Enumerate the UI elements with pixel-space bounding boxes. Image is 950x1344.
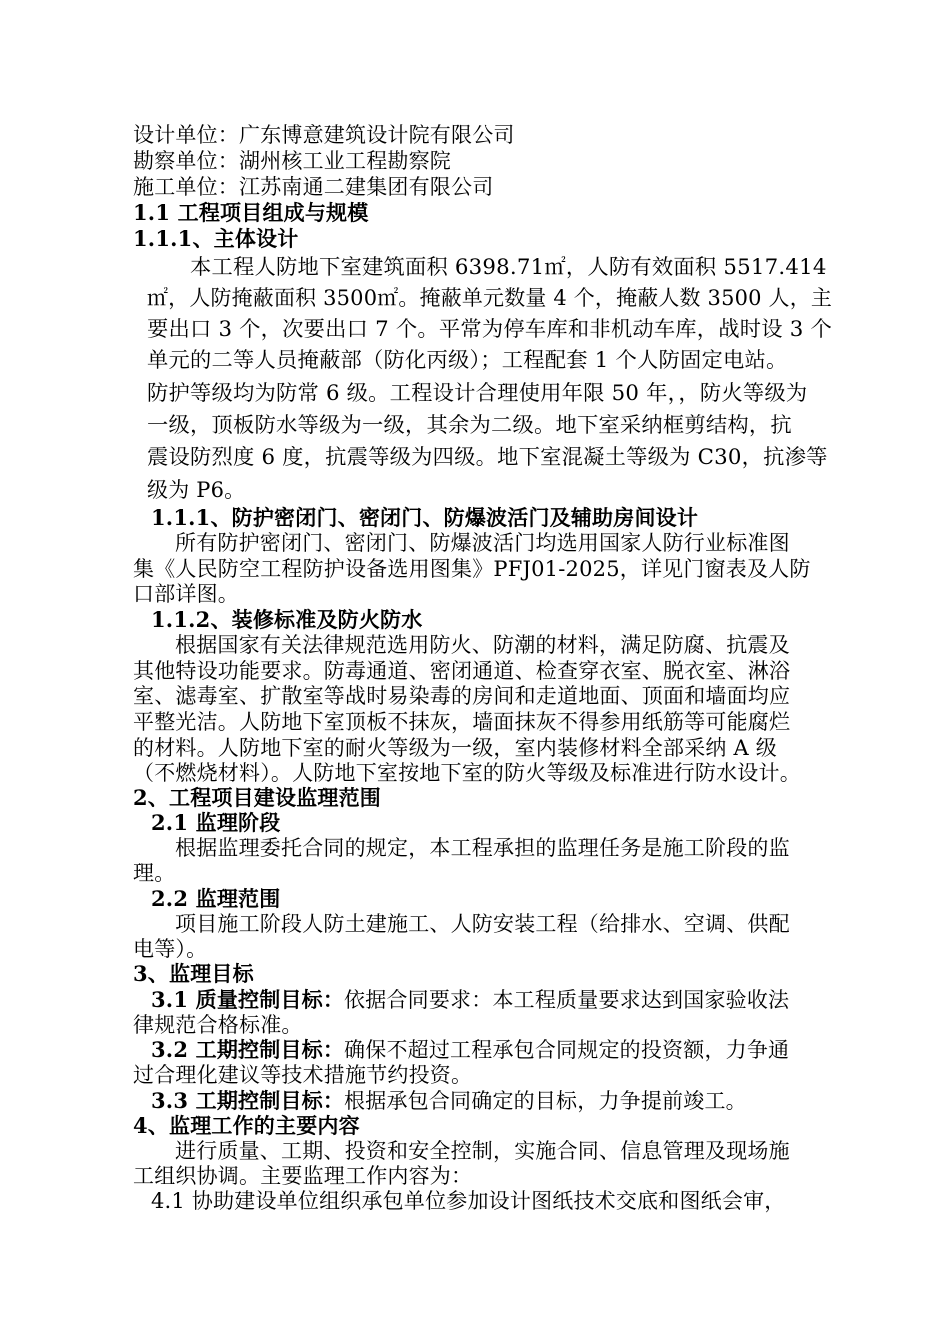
paragraph-line: 根据国家有关法律规范选用防火、防潮的材料，满足防腐、抗震及 [175, 633, 790, 657]
paragraph-line: 根据监理委托合同的规定，本工程承担的监理任务是施工阶段的监 [175, 836, 790, 860]
paragraph-line: 室、滤毒室、扩散室等战时易染毒的房间和走道地面、顶面和墙面均应 [133, 684, 791, 708]
paragraph-line: 的材料。人防地下室的耐火等级为一级，室内装修材料全部采纳 A 级 [133, 736, 777, 760]
paragraph-line: 电等）。 [133, 937, 208, 961]
design-unit-line: 设计单位：广东博意建筑设计院有限公司 [133, 123, 515, 147]
section-heading-2: 2、工程项目建设监理范围 [133, 785, 382, 810]
paragraph-line: 过合理化建议等技术措施节约投资。 [133, 1063, 473, 1087]
paragraph-line: 平整光洁。人防地下室顶板不抹灰，墙面抹灰不得参用纸筋等可能腐烂 [133, 710, 791, 734]
goal-line-schedule [151, 1089, 747, 1113]
paragraph-line: 一级，顶板防水等级为一级，其余为二级。地下室采纳框剪结构，抗 [147, 413, 792, 438]
goal-label: 3.3 工期控制目标： [151, 1088, 345, 1113]
goal-line-investment [151, 1038, 789, 1062]
survey-unit-line: 勘察单位：湖州核工业工程勘察院 [133, 149, 451, 173]
paragraph-line: 口部详图。 [133, 582, 239, 606]
paragraph-line: 震设防烈度 6 度，抗震等级为四级。地下室混凝土等级为 C30，抗渗等 [147, 445, 828, 470]
paragraph-line: 理。 [133, 861, 176, 885]
subsection-heading-1-1-1: 1.1.1、主体设计 [133, 226, 299, 251]
goal-text: 根据承包合同确定的目标，力争提前竣工。 [344, 1089, 747, 1113]
section-heading-1-1: 1.1 工程项目组成与规模 [133, 200, 369, 225]
paragraph-line: （不燃烧材料）。人防地下室按地下室的防火等级及标准进行防水设计。 [133, 761, 801, 785]
goal-label: 3.2 工期控制目标： [151, 1037, 345, 1062]
paragraph-line: 项目施工阶段人防土建施工、人防安装工程（给排水、空调、供配 [175, 912, 790, 936]
paragraph-line: 单元的二等人员掩蔽部（防化丙级）；工程配套 1 个人防固定电站。 [147, 348, 788, 373]
construction-unit-line: 施工单位：江苏南通二建集团有限公司 [133, 175, 494, 199]
paragraph-line: 进行质量、工期、投资和安全控制，实施合同、信息管理及现场施 [175, 1139, 790, 1163]
subsection-heading-1-1-1-doors: 1.1.1、防护密闭门、密闭门、防爆波活门及辅助房间设计 [151, 505, 699, 530]
goal-text: 依据合同要求：本工程质量要求达到国家验收法 [344, 988, 790, 1012]
subsection-heading-1-1-2: 1.1.2、装修标准及防火防水 [151, 607, 423, 632]
goal-line-quality [151, 988, 789, 1012]
paragraph-line: 工组织协调。主要监理工作内容为： [133, 1164, 473, 1188]
paragraph-line: 4.1 协助建设单位组织承包单位参加设计图纸技术交底和图纸会审， [151, 1189, 786, 1213]
goal-text: 确保不超过工程承包合同规定的投资额，力争通 [344, 1038, 790, 1062]
paragraph-line: 律规范合格标准。 [133, 1013, 303, 1037]
paragraph-line: 所有防护密闭门、密闭门、防爆波活门均选用国家人防行业标准图 [175, 531, 790, 555]
paragraph-line: 级为 P6。 [147, 478, 246, 502]
section-heading-3: 3、监理目标 [133, 961, 254, 986]
paragraph-line: 集《人民防空工程防护设备选用图集》PFJ01-2025，详见门窗表及人防 [133, 557, 811, 581]
paragraph-line: 其他特设功能要求。防毒通道、密闭通道、检查穿衣室、脱衣室、淋浴 [133, 659, 791, 683]
section-heading-4: 4、监理工作的主要内容 [133, 1113, 360, 1138]
paragraph-line: 防护等级均为防常 6 级。工程设计合理使用年限 50 年，，防火等级为 [147, 381, 808, 406]
paragraph-line: 本工程人防地下室建筑面积 6398.71㎡，人防有效面积 5517.414 [190, 255, 827, 280]
subsection-heading-2-2: 2.2 监理范围 [151, 886, 281, 911]
paragraph-line: ㎡，人防掩蔽面积 3500㎡。掩蔽单元数量 4 个，掩蔽人数 3500 人，主 [147, 286, 833, 311]
goal-label: 3.1 质量控制目标： [151, 987, 345, 1012]
subsection-heading-2-1: 2.1 监理阶段 [151, 810, 281, 835]
paragraph-line: 要出口 3 个，次要出口 7 个。平常为停车库和非机动车库，战时设 3 个 [147, 317, 832, 342]
